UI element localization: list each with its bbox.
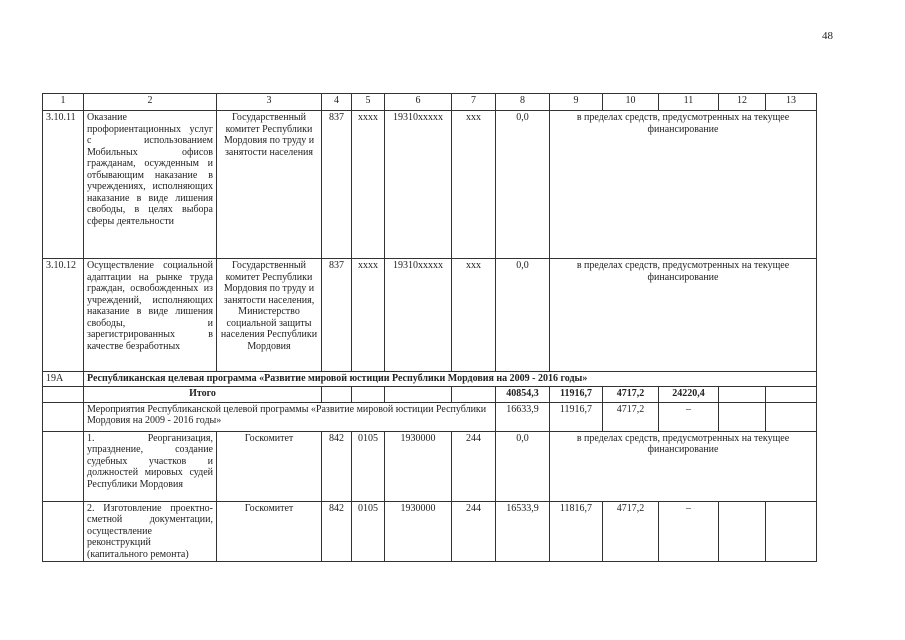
section-row <box>43 372 817 387</box>
header-cell: 1 <box>43 94 84 111</box>
cell-amount: 11816,7 <box>550 501 603 562</box>
empty-cell <box>43 386 84 402</box>
empty-cell <box>43 402 84 431</box>
cell-amount: 0,0 <box>496 111 550 259</box>
cell-ministry-code: 842 <box>322 431 352 501</box>
cell-target-code: 1930000 <box>385 431 452 501</box>
empty-cell <box>322 386 352 402</box>
measures-amount: 16633,9 <box>496 402 550 431</box>
empty-cell <box>452 386 496 402</box>
executor: Государственный комитет Республики Мордовия по труду и занятости населения <box>217 111 322 259</box>
cell-amount: 0,0 <box>496 431 550 501</box>
header-cell: 11 <box>659 94 719 111</box>
cell-expense-code: 244 <box>452 431 496 501</box>
cell-target-code: 19310ххххх <box>385 111 452 259</box>
table-row <box>43 111 817 259</box>
cell-ministry-code: 837 <box>322 111 352 259</box>
header-cell: 4 <box>322 94 352 111</box>
measure-description: 2. Изготовление проектно-сметной документации, осуществление реконструкций (капитального ремонта) <box>84 501 217 562</box>
header-cell: 5 <box>352 94 385 111</box>
header-cell: 13 <box>766 94 817 111</box>
row-number: 3.10.12 <box>43 259 84 372</box>
empty-cell <box>385 386 452 402</box>
cell-amount: 16533,9 <box>496 501 550 562</box>
measures-row <box>43 402 817 431</box>
total-amount: 24220,4 <box>659 386 719 402</box>
cell-expense-code: ххх <box>452 259 496 372</box>
measures-amount: – <box>659 402 719 431</box>
header-cell: 8 <box>496 94 550 111</box>
financing-note: в пределах средств, предусмотренных на текущее финансирование <box>550 111 817 259</box>
empty-cell <box>766 501 817 562</box>
cell-ministry-code: 842 <box>322 501 352 562</box>
measure-description: 1. Реорганизация, упразднение, создание судебных участков и должностей мировых судей Республики Мордовия <box>84 431 217 501</box>
empty-cell <box>766 402 817 431</box>
cell-target-code: 1930000 <box>385 501 452 562</box>
cell-target-code: 19310ххххх <box>385 259 452 372</box>
cell-expense-code: ххх <box>452 111 496 259</box>
header-cell: 10 <box>603 94 659 111</box>
empty-cell <box>352 386 385 402</box>
executor: Госкомитет <box>217 431 322 501</box>
header-row <box>43 94 817 111</box>
measure-description: Осуществление социальной адаптации на рынке труда граждан, освобожденных из учреждений, исполняющих наказание в виде лишения свободы, и зарегистрированных в качестве безработных <box>84 259 217 372</box>
table-row <box>43 431 817 501</box>
header-cell: 6 <box>385 94 452 111</box>
executor: Госкомитет <box>217 501 322 562</box>
empty-cell <box>719 402 766 431</box>
total-amount: 4717,2 <box>603 386 659 402</box>
total-amount: 40854,3 <box>496 386 550 402</box>
measure-description: Оказание профориентационных услуг с использованием Мобильных офисов гражданам, осужденным и отбывающим наказание в учреждениях, исполняющих наказание в виде лишения свободы, в целях выбора сферы деятельности <box>84 111 217 259</box>
table-row <box>43 259 817 372</box>
section-number: 19А <box>43 372 84 387</box>
empty-cell <box>719 501 766 562</box>
total-row <box>43 386 817 402</box>
cell-expense-code: 244 <box>452 501 496 562</box>
empty-cell <box>719 386 766 402</box>
header-cell: 3 <box>217 94 322 111</box>
cell-section-code: хххх <box>352 259 385 372</box>
empty-cell <box>43 501 84 562</box>
section-title: Республиканская целевая программа «Развитие мировой юстиции Республики Мордовия на 2009 - 2016 годы» <box>84 372 817 387</box>
cell-amount: 0,0 <box>496 259 550 372</box>
row-number: 3.10.11 <box>43 111 84 259</box>
executor: Государственный комитет Республики Мордовия по труду и занятости населения, Министерство социальной защиты населения Республики Мордовия <box>217 259 322 372</box>
measures-amount: 4717,2 <box>603 402 659 431</box>
page-number: 48 <box>822 30 833 42</box>
budget-table <box>42 93 817 562</box>
measures-label: Мероприятия Республиканской целевой программы «Развитие мировой юстиции Республики Мордовия на 2009 - 2016 годы» <box>84 402 496 431</box>
financing-note: в пределах средств, предусмотренных на текущее финансирование <box>550 259 817 372</box>
total-amount: 11916,7 <box>550 386 603 402</box>
cell-ministry-code: 837 <box>322 259 352 372</box>
header-cell: 9 <box>550 94 603 111</box>
empty-cell <box>766 386 817 402</box>
measures-amount: 11916,7 <box>550 402 603 431</box>
financing-note: в пределах средств, предусмотренных на текущее финансирование <box>550 431 817 501</box>
cell-amount: – <box>659 501 719 562</box>
empty-cell <box>43 431 84 501</box>
cell-section-code: 0105 <box>352 501 385 562</box>
header-cell: 12 <box>719 94 766 111</box>
cell-amount: 4717,2 <box>603 501 659 562</box>
table-row <box>43 501 817 562</box>
header-cell: 2 <box>84 94 217 111</box>
total-label: Итого <box>84 386 322 402</box>
header-cell: 7 <box>452 94 496 111</box>
cell-section-code: хххх <box>352 111 385 259</box>
cell-section-code: 0105 <box>352 431 385 501</box>
